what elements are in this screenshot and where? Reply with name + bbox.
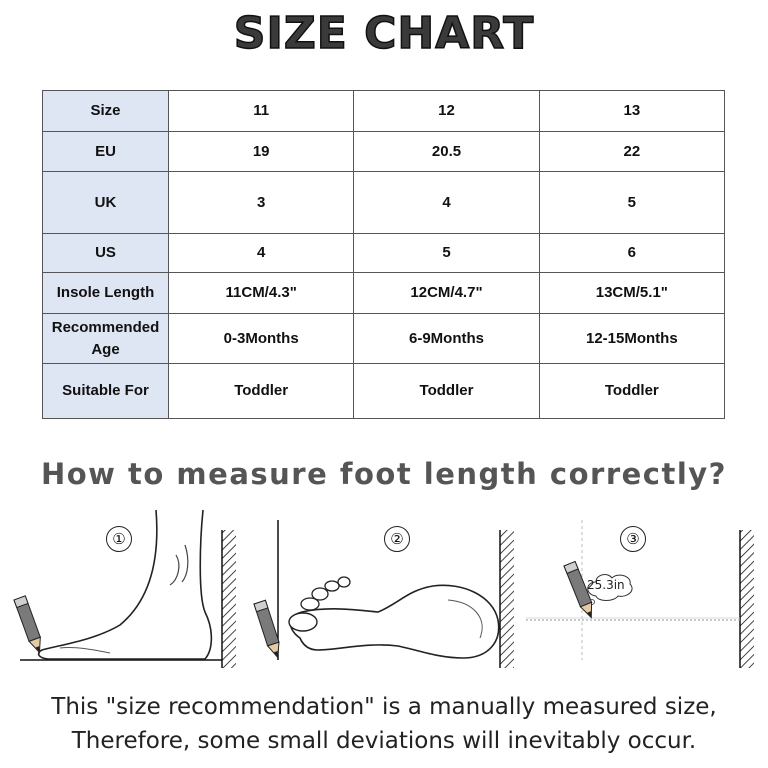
table-cell: 19 <box>169 132 354 172</box>
table-cell: 6-9Months <box>354 314 539 364</box>
table-cell: 20.5 <box>354 132 539 172</box>
table-cell: 11 <box>169 91 354 132</box>
table-cell: 12-15Months <box>539 314 724 364</box>
table-cell: 6 <box>539 234 724 273</box>
step-number: ① <box>106 526 132 552</box>
table-cell: 4 <box>354 172 539 234</box>
table-cell: 22 <box>539 132 724 172</box>
table-cell: 4 <box>169 234 354 273</box>
table-cell: 13 <box>539 91 724 132</box>
table-cell: Toddler <box>169 364 354 419</box>
table-row <box>43 314 725 364</box>
table-cell: Toddler <box>539 364 724 419</box>
table-cell: 5 <box>539 172 724 234</box>
note-line-1: This "size recommendation" is a manually measured size, <box>51 694 717 720</box>
measure-heading: How to measure foot length correctly? <box>40 457 728 491</box>
measurement-reading: 25.3in <box>587 578 625 592</box>
row-header: Suitable For <box>43 364 169 419</box>
ruler-measure-icon <box>526 500 768 680</box>
table-cell: 5 <box>354 234 539 273</box>
note-line-2: Therefore, some small deviations will inevitably occur. <box>71 728 697 754</box>
table-row <box>43 234 725 273</box>
row-header: Recommended Age <box>43 314 169 364</box>
page-title: SIZE CHART <box>233 8 535 59</box>
table-cell: 11CM/4.3" <box>169 273 354 314</box>
table-row <box>43 364 725 419</box>
table-cell: Toddler <box>354 364 539 419</box>
step-number: ② <box>384 526 410 552</box>
row-header: EU <box>43 132 169 172</box>
table-row <box>43 172 725 234</box>
row-header: US <box>43 234 169 273</box>
step-2-illustration <box>248 500 523 680</box>
table-cell: 13CM/5.1" <box>539 273 724 314</box>
table-row <box>43 91 725 132</box>
table-cell: 12CM/4.7" <box>354 273 539 314</box>
size-chart-table <box>42 90 725 419</box>
row-header: Size <box>43 91 169 132</box>
table-row <box>43 273 725 314</box>
table-cell: 3 <box>169 172 354 234</box>
row-header: UK <box>43 172 169 234</box>
row-header: Insole Length <box>43 273 169 314</box>
step-number: ③ <box>620 526 646 552</box>
step-1-illustration <box>0 500 245 680</box>
table-row <box>43 132 725 172</box>
step-3-illustration <box>526 500 768 680</box>
table-cell: 12 <box>354 91 539 132</box>
footprint-sole-icon <box>248 500 523 680</box>
table-cell: 0-3Months <box>169 314 354 364</box>
